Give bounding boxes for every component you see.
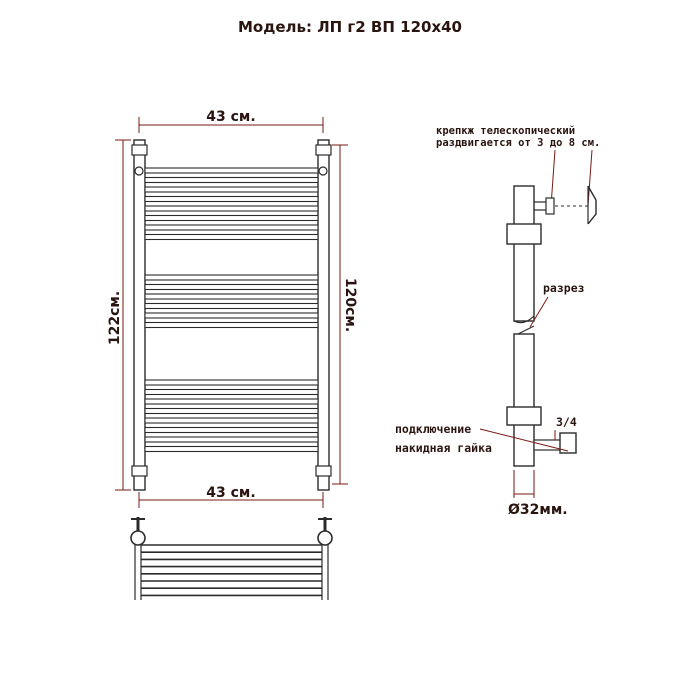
top-right-bracket [316,145,331,155]
lower-collar [507,407,541,425]
cut-label: разрез [543,281,585,295]
top-left-valve-icon [135,167,143,175]
pipe-diameter-label: Ø32мм. [508,502,568,518]
rung [145,313,318,318]
width-bottom-label: 43 см. [206,485,256,501]
rung [145,428,318,433]
top-right-valve-icon [319,167,327,175]
thread-size-label: 3/4 [556,415,577,429]
top-view [131,517,332,600]
rung [145,225,318,230]
rung [145,409,318,414]
rung [145,178,318,183]
width-top-label: 43 см. [206,109,256,125]
rung [145,390,318,395]
bottom-right-bracket [316,466,331,476]
rung [145,187,318,192]
wall-mount-collar [546,198,554,214]
rung [145,437,318,442]
rung [145,399,318,404]
rung [145,304,318,309]
mount-note-line1: крепкж телескопический [436,125,576,137]
rung [145,206,318,211]
rung [145,323,318,328]
rung [145,197,318,202]
left-post [134,140,145,490]
side-view [395,125,600,518]
rung [145,294,318,299]
rung [145,285,318,290]
plan-left-cap-icon [131,531,145,545]
rung [145,380,318,385]
plan-rails [141,545,322,595]
side-post-upper [514,186,534,321]
rungs [145,168,318,452]
right-post [318,140,329,490]
bottom-left-bracket [132,466,147,476]
model-title: Модель: ЛП г2 ВП 120х40 [237,18,463,36]
height-right-label: 120см. [342,277,358,333]
upper-collar [507,224,541,244]
height-left-label: 122см. [107,290,123,346]
rung [145,418,318,423]
mount-note-line2: раздвигается от 3 до 8 см. [436,137,601,149]
connection-label-line2: накидная гайка [395,441,492,455]
connection-label-line1: подключение [395,422,472,436]
rung [145,216,318,221]
rung [145,168,318,173]
top-left-bracket [132,145,147,155]
rung [145,447,318,452]
plan-right-cap-icon [318,531,332,545]
front-view [107,109,358,508]
rung [145,275,318,280]
side-post-lower [514,334,534,466]
rung [145,235,318,240]
